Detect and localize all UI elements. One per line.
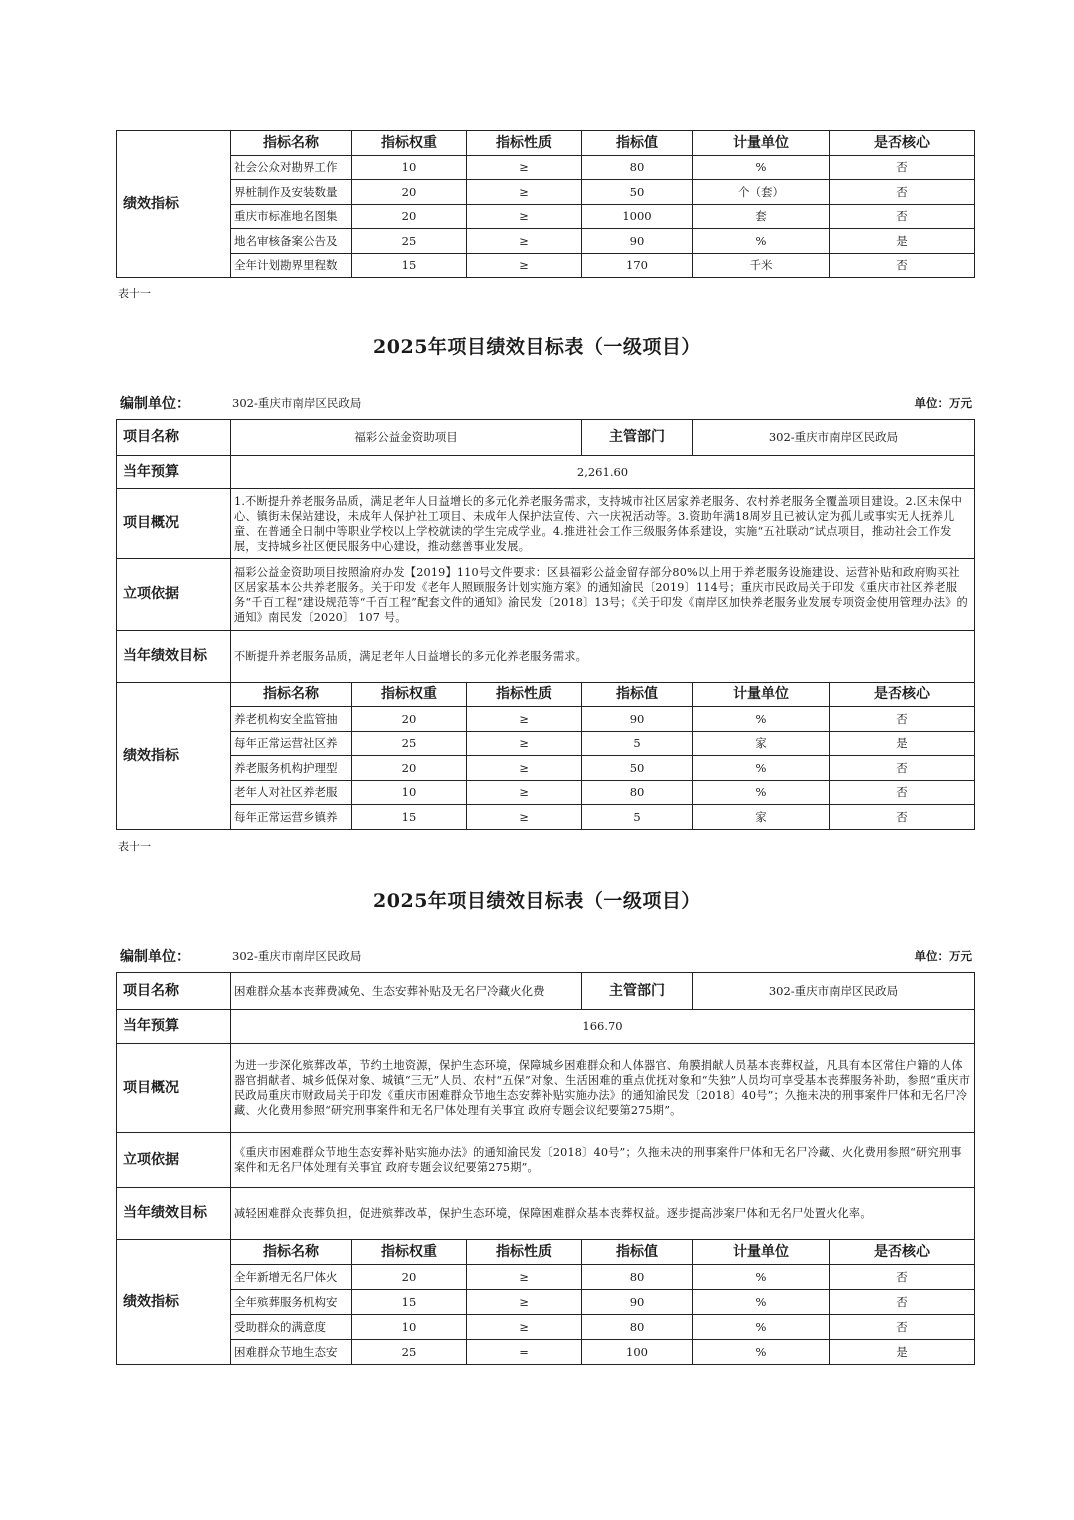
indicator-name: 社会公众对勘界工作 <box>231 156 352 180</box>
table-header-row <box>117 131 975 156</box>
budget-value: 166.70 <box>231 1010 975 1044</box>
project-info-table-2 <box>116 419 975 830</box>
performance-table-1 <box>116 130 975 278</box>
indicator-core: 是 <box>830 1340 975 1365</box>
dept-label: 主管部门 <box>582 973 693 1010</box>
indicator-name: 困难群众节地生态安 <box>231 1340 352 1365</box>
indicator-weight: 10 <box>352 781 467 805</box>
info-row <box>117 456 975 489</box>
indicator-name: 养老机构安全监管抽 <box>231 707 352 732</box>
indicator-weight: 15 <box>352 254 467 278</box>
indicator-nature: ≥ <box>467 756 582 781</box>
indicator-core: 否 <box>830 1290 975 1315</box>
org-label: 编制单位： <box>120 396 190 412</box>
indicator-value: 90 <box>582 1290 693 1315</box>
info-row <box>117 420 975 456</box>
overview-label: 项目概况 <box>117 489 231 559</box>
header-cell: 指标名称 <box>231 683 352 707</box>
table-row <box>117 1265 975 1290</box>
indicator-weight: 15 <box>352 1290 467 1315</box>
table-row <box>117 156 975 180</box>
goal-label: 当年绩效目标 <box>117 631 231 683</box>
page-title: 2025年项目绩效目标表（一级项目） <box>373 890 701 912</box>
indicator-unit: % <box>693 229 830 254</box>
dept-label: 主管部门 <box>582 420 693 456</box>
indicator-unit: % <box>693 1265 830 1290</box>
indicator-nature: ≥ <box>467 205 582 229</box>
indicator-weight: 10 <box>352 1315 467 1340</box>
indicator-core: 是 <box>830 732 975 756</box>
basis-label: 立项依据 <box>117 1133 231 1188</box>
indicator-nature: ≥ <box>467 254 582 278</box>
indicator-core: 否 <box>830 707 975 732</box>
table-header-row <box>117 1240 975 1265</box>
indicator-value: 90 <box>582 707 693 732</box>
indicator-unit: % <box>693 781 830 805</box>
header-cell: 指标值 <box>582 683 693 707</box>
info-row <box>117 1010 975 1044</box>
goal-text: 不断提升养老服务品质，满足老年人日益增长的多元化养老服务需求。 <box>231 631 975 683</box>
indicator-name: 界桩制作及安装数量 <box>231 180 352 205</box>
project-info-table-3 <box>116 972 975 1365</box>
indicator-value: 170 <box>582 254 693 278</box>
indicator-name: 受助群众的满意度 <box>231 1315 352 1340</box>
indicator-name: 老年人对社区养老服 <box>231 781 352 805</box>
header-cell: 指标权重 <box>352 1240 467 1265</box>
indicator-name: 地名审核备案公告及 <box>231 229 352 254</box>
header-cell: 指标性质 <box>467 683 582 707</box>
info-row <box>117 631 975 683</box>
indicator-value: 5 <box>582 732 693 756</box>
indicator-unit: % <box>693 1315 830 1340</box>
project-name-label: 项目名称 <box>117 973 231 1010</box>
org-value: 302-重庆市南岸区民政局 <box>232 396 362 410</box>
table-row <box>117 781 975 805</box>
org-label: 编制单位： <box>120 949 190 965</box>
indicator-name: 每年正常运营乡镇养 <box>231 805 352 830</box>
header-cell: 指标名称 <box>231 1240 352 1265</box>
header-cell: 是否核心 <box>830 131 975 156</box>
table-row <box>117 1340 975 1365</box>
header-cell: 指标性质 <box>467 1240 582 1265</box>
indicator-nature: ≥ <box>467 781 582 805</box>
overview-text: 为进一步深化殡葬改革，节约土地资源，保护生态环境，保障城乡困难群众和人体器官、角膜捐献人员基本丧葬权益，凡具有本区常住户籍的人体器官捐献者、城乡低保对象、城镇“三无”人员、农村“五保”对象、生活困难的重点优抚对象和“失独”人员均可享受基本丧葬服务补助，参照“重庆市民政局重庆市财政局关于印发《重庆市困难群众节地生态安葬补贴实施办法》的通知渝民发〔2018〕40号”；久拖未决的刑事案件尸体和无名尸冷藏、火化费用参照“研究刑事案件和无名尸体处理有关事宜 政府专题会议纪要第275期”。 <box>231 1044 975 1133</box>
indicator-weight: 20 <box>352 180 467 205</box>
indicator-unit: % <box>693 707 830 732</box>
table-note: 表十一 <box>118 287 151 300</box>
indicator-value: 50 <box>582 180 693 205</box>
indicator-core: 否 <box>830 156 975 180</box>
budget-label: 当年预算 <box>117 1010 231 1044</box>
table-row <box>117 205 975 229</box>
indicator-value: 80 <box>582 781 693 805</box>
indicator-weight: 20 <box>352 707 467 732</box>
indicator-nature: ≥ <box>467 1315 582 1340</box>
indicator-weight: 25 <box>352 732 467 756</box>
indicator-core: 否 <box>830 205 975 229</box>
basis-label: 立项依据 <box>117 559 231 631</box>
budget-label: 当年预算 <box>117 456 231 489</box>
indicator-nature: ≥ <box>467 1290 582 1315</box>
basis-text: 《重庆市困难群众节地生态安葬补贴实施办法》的通知渝民发〔2018〕40号”；久拖未决的刑事案件尸体和无名尸冷藏、火化费用参照“研究刑事案件和无名尸体处理有关事宜 政府专题会议纪要第275期”。 <box>231 1133 975 1188</box>
table-row <box>117 707 975 732</box>
indicator-name: 重庆市标准地名图集 <box>231 205 352 229</box>
header-cell: 指标值 <box>582 131 693 156</box>
dept-value: 302-重庆市南岸区民政局 <box>693 973 975 1010</box>
dept-value: 302-重庆市南岸区民政局 <box>693 420 975 456</box>
indicator-core: 否 <box>830 180 975 205</box>
info-row <box>117 1044 975 1133</box>
indicator-nature: ≥ <box>467 732 582 756</box>
project-name-label: 项目名称 <box>117 420 231 456</box>
indicator-value: 5 <box>582 805 693 830</box>
indicator-nature: ≥ <box>467 707 582 732</box>
perf-label: 绩效指标 <box>117 683 231 830</box>
table-note: 表十一 <box>118 840 151 853</box>
project-name: 福彩公益金资助项目 <box>231 420 582 456</box>
perf-label: 绩效指标 <box>117 1240 231 1365</box>
budget-value: 2,261.60 <box>231 456 975 489</box>
page-title: 2025年项目绩效目标表（一级项目） <box>373 336 701 358</box>
indicator-weight: 20 <box>352 205 467 229</box>
indicator-value: 100 <box>582 1340 693 1365</box>
info-row <box>117 973 975 1010</box>
indicator-nature: ≥ <box>467 180 582 205</box>
info-row <box>117 489 975 559</box>
indicator-nature: ≥ <box>467 156 582 180</box>
indicator-core: 否 <box>830 756 975 781</box>
table-row <box>117 180 975 205</box>
indicator-unit: % <box>693 1340 830 1365</box>
indicator-name: 全年计划勘界里程数 <box>231 254 352 278</box>
indicator-value: 80 <box>582 1315 693 1340</box>
indicator-weight: 25 <box>352 1340 467 1365</box>
table-header-row <box>117 683 975 707</box>
overview-label: 项目概况 <box>117 1044 231 1133</box>
header-cell: 计量单位 <box>693 683 830 707</box>
unit-label: 单位：万元 <box>914 949 972 963</box>
indicator-nature: ≥ <box>467 1265 582 1290</box>
table-row <box>117 1315 975 1340</box>
indicator-core: 否 <box>830 254 975 278</box>
indicator-unit: % <box>693 756 830 781</box>
table-row <box>117 732 975 756</box>
basis-text: 福彩公益金资助项目按照渝府办发【2019】110号文件要求：区县福彩公益金留存部分80%以上用于养老服务设施建设、运营补贴和政府购买社区居家基本公共养老服务。关于印发《老年人照顾服务计划实施方案》的通知渝民〔2019〕114号；重庆市民政局关于印发《重庆市社区养老服务“千百工程”建设规范等“千百工程”配套文件的通知》渝民发〔2018〕13号；《关于印发《南岸区加快养老服务业发展专项资金使用管理办法》的通知》南民发〔2020〕 107 号。 <box>231 559 975 631</box>
header-cell: 是否核心 <box>830 683 975 707</box>
indicator-core: 是 <box>830 229 975 254</box>
info-row <box>117 559 975 631</box>
table-row <box>117 229 975 254</box>
indicator-weight: 10 <box>352 156 467 180</box>
indicator-unit: 个（套） <box>693 180 830 205</box>
indicator-nature: ≥ <box>467 229 582 254</box>
indicator-name: 每年正常运营社区养 <box>231 732 352 756</box>
indicator-nature: = <box>467 1340 582 1365</box>
indicator-core: 否 <box>830 1265 975 1290</box>
indicator-unit: 家 <box>693 732 830 756</box>
indicator-core: 否 <box>830 805 975 830</box>
header-cell: 指标值 <box>582 1240 693 1265</box>
indicator-value: 50 <box>582 756 693 781</box>
header-cell: 计量单位 <box>693 131 830 156</box>
header-cell: 指标名称 <box>231 131 352 156</box>
indicator-core: 否 <box>830 781 975 805</box>
header-cell: 计量单位 <box>693 1240 830 1265</box>
indicator-unit: 套 <box>693 205 830 229</box>
indicator-unit: 千米 <box>693 254 830 278</box>
indicator-nature: ≥ <box>467 805 582 830</box>
indicator-name: 全年殡葬服务机构安 <box>231 1290 352 1315</box>
table-row <box>117 756 975 781</box>
indicator-weight: 20 <box>352 1265 467 1290</box>
table-row <box>117 805 975 830</box>
unit-label: 单位：万元 <box>914 396 972 410</box>
indicator-unit: % <box>693 156 830 180</box>
indicator-weight: 25 <box>352 229 467 254</box>
indicator-value: 80 <box>582 156 693 180</box>
indicator-name: 养老服务机构护理型 <box>231 756 352 781</box>
indicator-name: 全年新增无名尸体火 <box>231 1265 352 1290</box>
header-cell: 指标权重 <box>352 683 467 707</box>
indicator-weight: 15 <box>352 805 467 830</box>
info-row <box>117 1133 975 1188</box>
overview-text: 1.不断提升养老服务品质，满足老年人日益增长的多元化养老服务需求，支持城市社区居家养老服务、农村养老服务全覆盖项目建设。2.区未保中心、镇街未保站建设，未成年人保护社工项目、未成年人保护法宣传、六一庆祝活动等。3.资助年满18周岁且已被认定为孤儿或事实无人抚养儿童、在普通全日制中等职业学校以上学校就读的学生完成学业。4.推进社会工作三级服务体系建设，实施“五社联动”试点项目，推动社会工作发展，支持城乡社区便民服务中心建设，推动慈善事业发展。 <box>231 489 975 559</box>
goal-text: 减轻困难群众丧葬负担，促进殡葬改革，保护生态环境，保障困难群众基本丧葬权益。逐步提高涉案尸体和无名尸处置火化率。 <box>231 1188 975 1240</box>
table-row <box>117 254 975 278</box>
header-cell: 指标性质 <box>467 131 582 156</box>
indicator-value: 80 <box>582 1265 693 1290</box>
indicator-value: 90 <box>582 229 693 254</box>
project-name: 困难群众基本丧葬费减免、生态安葬补贴及无名尸冷藏火化费 <box>231 973 582 1010</box>
indicator-core: 否 <box>830 1315 975 1340</box>
header-cell: 是否核心 <box>830 1240 975 1265</box>
header-cell: 指标权重 <box>352 131 467 156</box>
goal-label: 当年绩效目标 <box>117 1188 231 1240</box>
indicator-unit: 家 <box>693 805 830 830</box>
indicator-unit: % <box>693 1290 830 1315</box>
indicator-weight: 20 <box>352 756 467 781</box>
perf-label: 绩效指标 <box>117 131 231 278</box>
table-row <box>117 1290 975 1315</box>
indicator-value: 1000 <box>582 205 693 229</box>
org-value: 302-重庆市南岸区民政局 <box>232 949 362 963</box>
info-row <box>117 1188 975 1240</box>
